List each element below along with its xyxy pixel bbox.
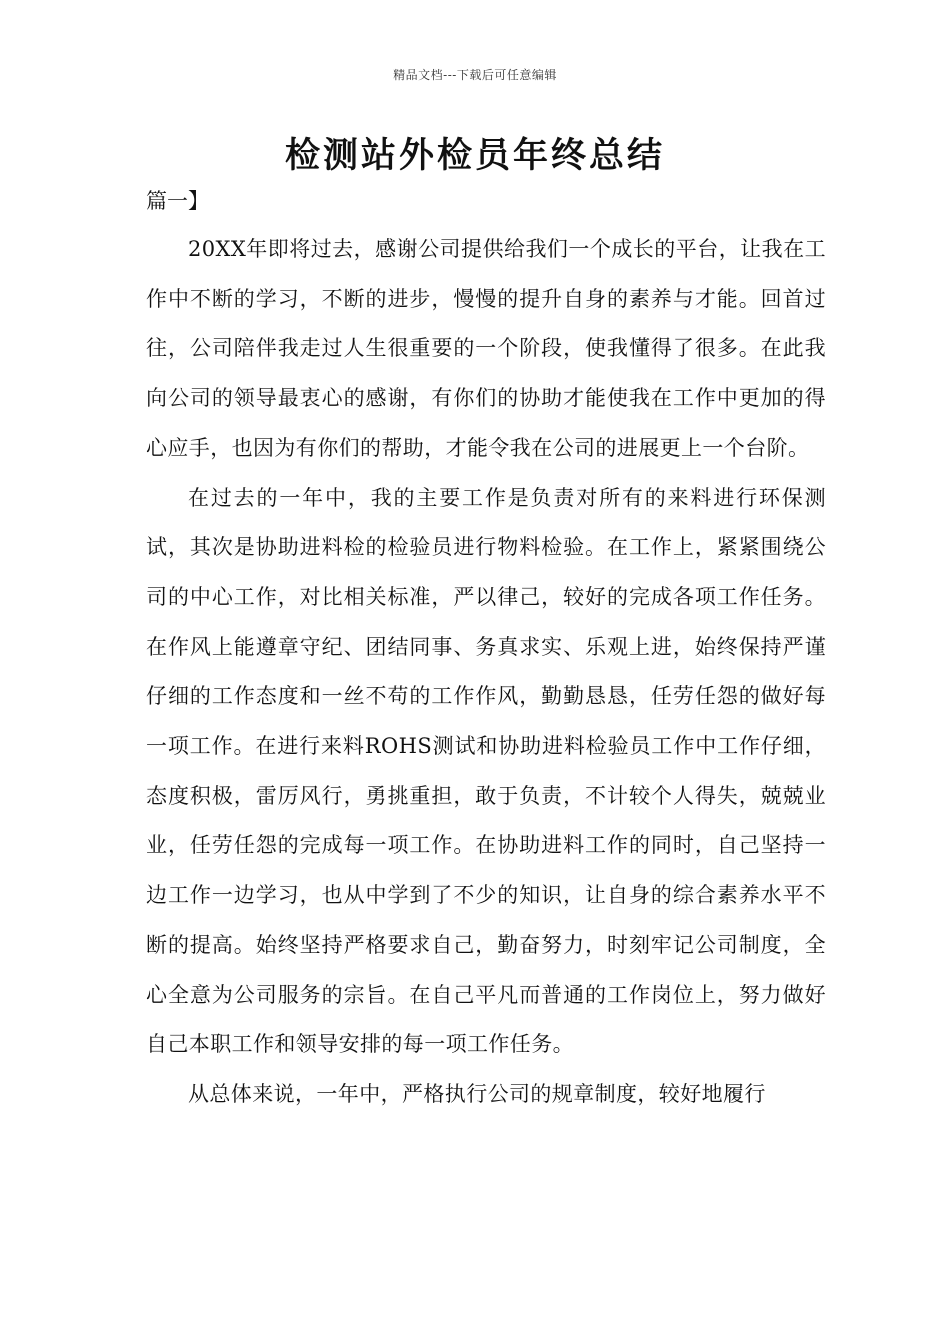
paragraph-1: 20XX年即将过去，感谢公司提供给我们一个成长的平台，让我在工作中不断的学习，不断的进步，慢慢的提升自身的素养与才能。回首过往，公司陪伴我走过人生很重要的一个阶段，使我懂得了很多。在此我向公司的领导最衷心的感谢，有你们的协助才能使我在工作中更加的得心应手，也因为有你们的帮助，才能令我在公司的进展更上一个台阶。 bbox=[146, 237, 826, 460]
document-body bbox=[146, 225, 826, 1120]
document-title: 检测站外检员年终总结 bbox=[284, 136, 665, 176]
paragraph-3: 从总体来说，一年中，严格执行公司的规章制度，较好地履行 bbox=[188, 1081, 766, 1106]
section-label: 篇一】 bbox=[146, 189, 209, 213]
paragraph-2: 在过去的一年中，我的主要工作是负责对所有的来料进行环保测试，其次是协助进料检的检验员进行物料检验。在工作上，紧紧围绕公司的中心工作，对比相关标准，严以律己，较好的完成各项工作任务。在作风上能遵章守纪、团结同事、务真求实、乐观上进，始终保持严谨仔细的工作态度和一丝不苟的工作作风，勤勤恳恳，任劳任怨的做好每一项工作。在进行来料ROHS测试和协助进料检验员工作中工作仔细，态度积极，雷厉风行，勇挑重担，敢于负责，不计较个人得失，兢兢业业，任劳任怨的完成每一项工作。在协助进料工作的同时，自己坚持一边工作一边学习，也从中学到了不少的知识，让自身的综合素养水平不断的提高。始终坚持严格要求自己，勤奋努力，时刻牢记公司制度，全心全意为公司服务的宗旨。在自己平凡而普通的工作岗位上，努力做好自己本职工作和领导安排的每一项工作任务。 bbox=[146, 485, 826, 1057]
header-note: 精品文档---下载后可任意编辑 bbox=[393, 68, 557, 82]
